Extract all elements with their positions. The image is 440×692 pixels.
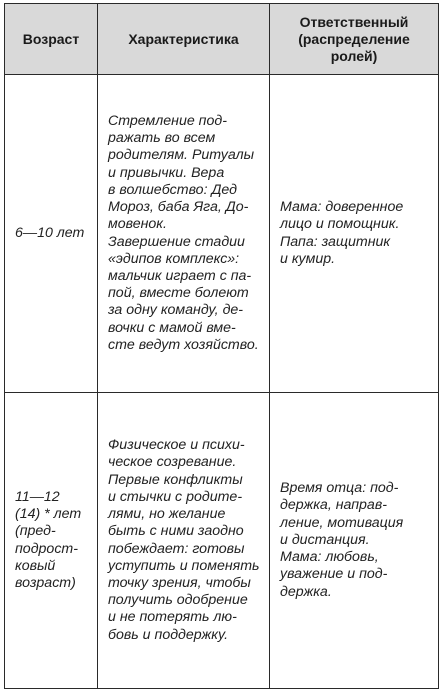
characteristic-line: в волшебство: Дед	[108, 181, 238, 198]
characteristic-cell	[98, 393, 270, 689]
age-text: 6—10 лет	[15, 224, 85, 241]
characteristic-line: ческое созревание.	[108, 454, 237, 471]
characteristic-line: бовь и поддержку.	[108, 626, 229, 643]
characteristic-line: ражать во всем	[108, 130, 216, 147]
characteristic-cell	[98, 75, 270, 393]
header-responsible-line: (распределение	[298, 30, 410, 47]
age-cell	[5, 393, 98, 689]
characteristic-line: пой, вместе болеют	[108, 285, 249, 302]
responsible-line: держка.	[280, 583, 332, 600]
characteristic-line: мовенок.	[108, 216, 167, 233]
responsible-line: Папа: защитник	[280, 233, 391, 250]
header-responsible-line: ролей)	[330, 47, 378, 64]
table-row	[5, 75, 439, 393]
characteristic-line: получить одобрение	[108, 592, 248, 609]
characteristic-line: за одну команду, де-	[108, 302, 244, 319]
characteristic-line: Первые конфликты	[108, 471, 243, 488]
characteristic-line: «эдипов комплекс»:	[108, 250, 240, 267]
characteristic-line: Завершение стадии	[108, 233, 245, 250]
header-responsible	[270, 4, 439, 75]
header-age-label: Возраст	[22, 30, 80, 47]
characteristic-line: вочки с мамой вме-	[108, 319, 236, 336]
responsible-line: и кумир.	[280, 250, 336, 267]
age-roles-table	[4, 3, 439, 689]
characteristic-line: Физическое и психи-	[108, 437, 245, 454]
characteristic-line: побеждает: готовы	[108, 540, 245, 557]
age-cell	[5, 75, 98, 393]
characteristic-line: уступить и поменять	[108, 557, 260, 574]
characteristic-line: и не потерять лю-	[108, 609, 237, 626]
responsible-line: и дистанция.	[280, 531, 370, 548]
responsible-line: Мама: любовь,	[280, 549, 379, 566]
table-row	[5, 393, 439, 689]
characteristic-line: Мороз, баба Яга, До-	[108, 199, 249, 216]
responsible-line: держка, направ-	[280, 497, 387, 514]
characteristic-line: точку зрения, чтобы	[108, 574, 251, 591]
responsible-line: ление, мотивация	[280, 514, 404, 531]
responsible-line: лицо и помощник.	[280, 216, 400, 233]
age-text: возраст)	[15, 574, 76, 591]
responsible-line: уважение и под-	[280, 566, 388, 583]
characteristic-line: и привычки. Вера	[108, 164, 225, 181]
age-text: 11—12	[15, 488, 60, 505]
header-age	[5, 4, 98, 75]
table-header-row	[5, 4, 439, 75]
age-text: ковый	[15, 557, 56, 574]
characteristic-line: лями, но желание	[108, 506, 226, 523]
responsible-line: Время отца: под-	[280, 480, 399, 497]
characteristic-line: родителям. Ритуалы	[108, 147, 255, 164]
responsible-line: Мама: доверенное	[280, 199, 404, 216]
header-characteristic	[98, 4, 270, 75]
age-text: (пред-	[15, 523, 56, 540]
header-responsible-line: Ответственный	[299, 13, 409, 30]
header-characteristic-label: Характеристика	[128, 30, 239, 47]
age-text: подрост-	[15, 540, 78, 557]
characteristic-line: быть с ними заодно	[108, 523, 244, 540]
characteristic-line: Стремление под-	[108, 113, 227, 130]
age-text: (14) * лет	[15, 506, 82, 523]
responsible-cell	[270, 75, 439, 393]
characteristic-line: сте ведут хозяйство.	[108, 336, 259, 353]
characteristic-line: и стычки с родите-	[108, 488, 243, 505]
responsible-cell	[270, 393, 439, 689]
characteristic-line: мальчик играет с па-	[108, 267, 252, 284]
